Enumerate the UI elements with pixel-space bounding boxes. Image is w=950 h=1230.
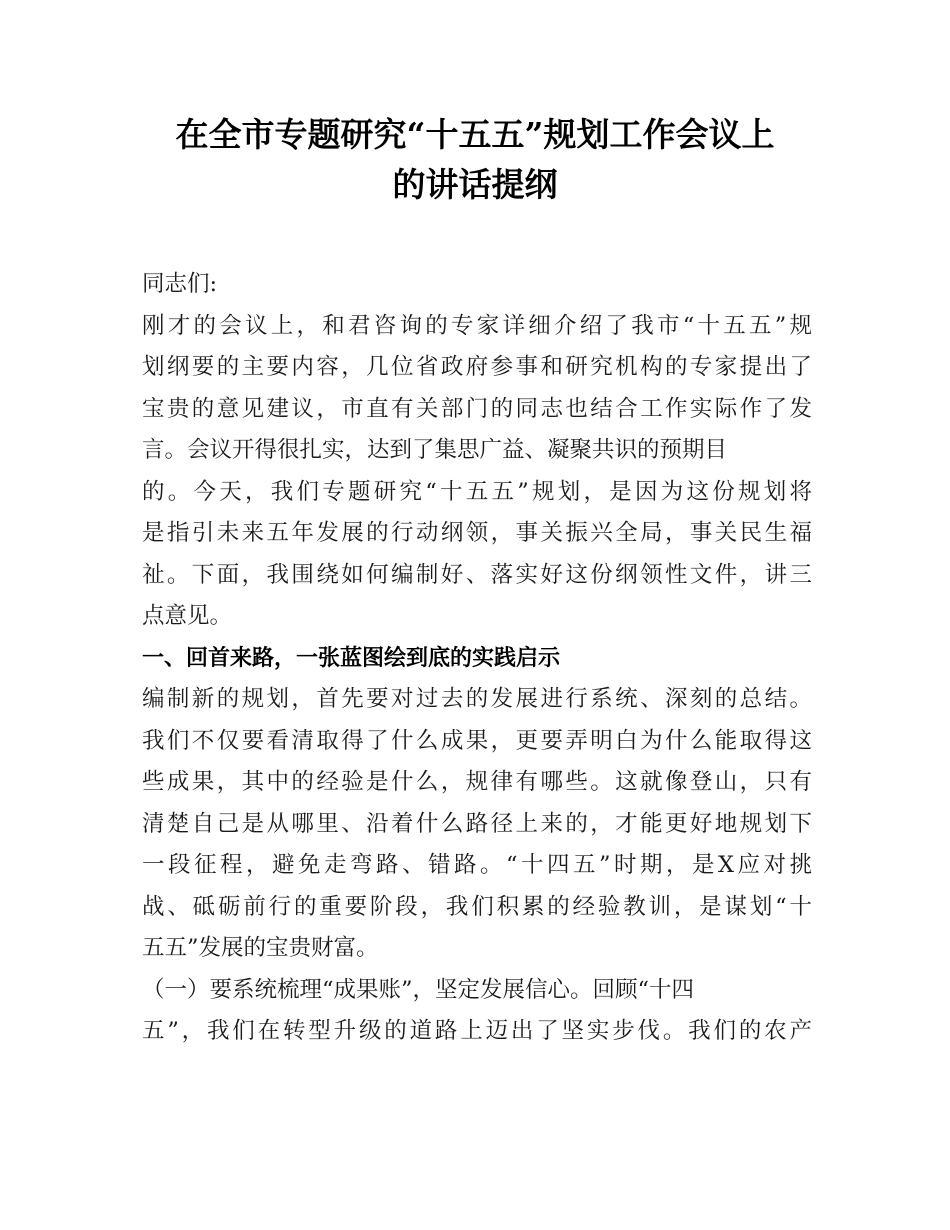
paragraph-line: 些成果，其中的经验是什么，规律有哪些。这就像登山，只有 xyxy=(142,769,812,795)
paragraph-line: 点意见。 xyxy=(142,603,233,629)
document-body xyxy=(142,264,812,1053)
paragraph-line: 划纲要的主要内容，几位省政府参事和研究机构的专家提出了 xyxy=(142,354,812,380)
paragraph-line: 一段征程，避免走弯路、错路。“十四五”时期，是X应对挑 xyxy=(142,852,812,878)
title-line: 在全市专题研究“十五五”规划工作会议上 xyxy=(175,115,775,154)
paragraph-line: 宝贵的意见建议，市直有关部门的同志也结合工作实际作了发 xyxy=(142,395,812,422)
paragraph-1 xyxy=(142,306,812,638)
paragraph-line: 五五”发展的宝贵财富。 xyxy=(142,935,379,961)
document-title xyxy=(100,110,850,210)
paragraph-line: 编制新的规划，首先要对过去的发展进行系统、深刻的总结。 xyxy=(142,686,812,712)
paragraph-line: 的。今天，我们专题研究“十五五”规划，是因为这份规划将 xyxy=(142,478,812,505)
paragraph-line: 祉。下面，我围绕如何编制好、落实好这份纲领性文件，讲三 xyxy=(142,561,812,588)
title-line: 的讲话提纲 xyxy=(392,165,558,204)
paragraph-line: （一）要系统梳理“成果账”，坚定发展信心。回顾“十四 xyxy=(142,976,695,1003)
paragraph-line: 战、砥砺前行的重要阶段，我们积累的经验教训，是谋划“十 xyxy=(142,893,812,920)
section-heading: 一、回首来路，一张蓝图绘到底的实践启示 xyxy=(142,645,561,671)
paragraph-line: 五”，我们在转型升级的道路上迈出了坚实步伐。我们的农产 xyxy=(142,1018,812,1044)
paragraph-2 xyxy=(142,679,812,970)
paragraph-line: 清楚自己是从哪里、沿着什么路径上来的，才能更好地规划下 xyxy=(142,810,812,837)
paragraph-3 xyxy=(142,970,812,1053)
paragraph-line: 我们不仅要看清取得了什么成果，更要弄明白为什么能取得这 xyxy=(142,727,812,754)
paragraph-line: 言。会议开得很扎实，达到了集思广益、凝聚共识的预期目 xyxy=(142,437,728,463)
paragraph-line: 是指引未来五年发展的行动纲领，事关振兴全局，事关民生福 xyxy=(142,520,812,546)
paragraph-line: 刚才的会议上，和君咨询的专家详细介绍了我市“十五五”规 xyxy=(142,312,812,339)
salutation: 同志们: xyxy=(142,271,218,297)
